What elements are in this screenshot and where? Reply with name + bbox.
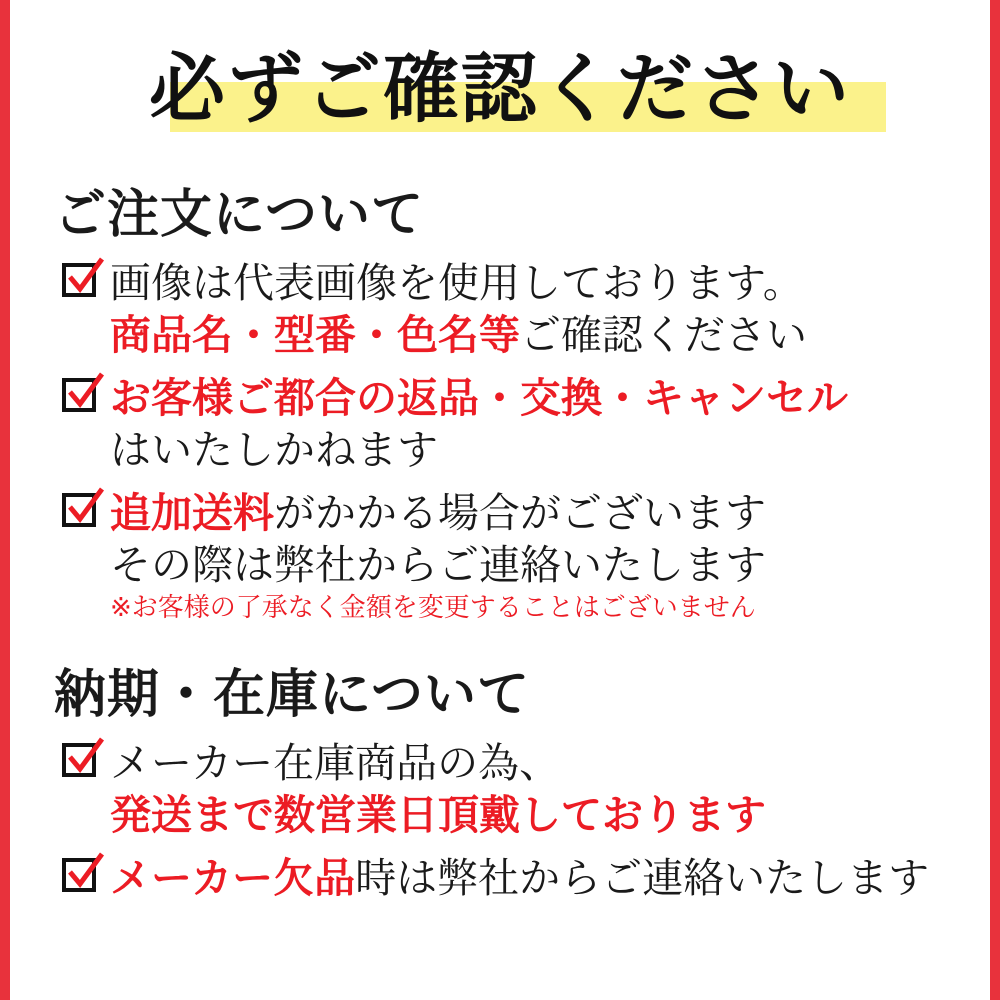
plain-text: 時は弊社からご連絡いたします <box>355 853 930 902</box>
checkbox-checked-icon <box>62 493 102 533</box>
list-item-line: 画像は代表画像を使用しております。 <box>110 259 804 307</box>
list-item-text <box>110 372 962 477</box>
notice-content <box>10 0 990 1000</box>
plain-text: がかかる場合がございます <box>274 488 766 537</box>
section-heading-orders: ご注文について <box>54 185 424 245</box>
page-title-text: 必ずご確認ください <box>149 44 851 133</box>
left-red-bar <box>0 0 10 1000</box>
list-item-line: 発送まで数営業日頂戴しております <box>110 791 766 840</box>
checkbox-checked-icon <box>62 378 102 418</box>
red-emphasis: 追加送料 <box>110 488 274 537</box>
list-item-line <box>110 309 962 361</box>
checkbox-checked-icon <box>62 743 102 783</box>
list-item-text <box>110 257 962 362</box>
list-item <box>62 852 962 904</box>
right-red-bar <box>990 0 1000 1000</box>
list-item <box>62 257 962 362</box>
list-item-line: メーカー在庫商品の為、 <box>110 738 561 787</box>
list-item <box>62 487 962 626</box>
list-item <box>62 737 962 842</box>
list-item-line: その際は弊社からご連絡いたします <box>110 541 766 590</box>
checkbox-checked-icon <box>62 263 102 303</box>
checkbox-checked-icon <box>62 858 102 898</box>
list-item-line <box>110 852 962 904</box>
plain-text: ご確認ください <box>520 311 807 360</box>
list-item <box>62 372 962 477</box>
list-item-line <box>110 487 962 539</box>
section-heading-delivery: 納期・在庫について <box>54 664 530 725</box>
list-item-text <box>110 737 962 842</box>
list-item-line: お客様ご都合の返品・交換・キャンセル <box>110 373 848 422</box>
list-item-text <box>110 852 962 904</box>
page-title <box>38 34 962 144</box>
red-emphasis: メーカー欠品 <box>110 853 356 902</box>
list-item-note: ※お客様の了承なく金額を変更することはございません <box>110 592 756 623</box>
list-item-text <box>110 487 962 626</box>
red-emphasis: 商品名・型番・色名等 <box>110 311 520 360</box>
list-item-line: はいたしかねます <box>110 426 438 475</box>
